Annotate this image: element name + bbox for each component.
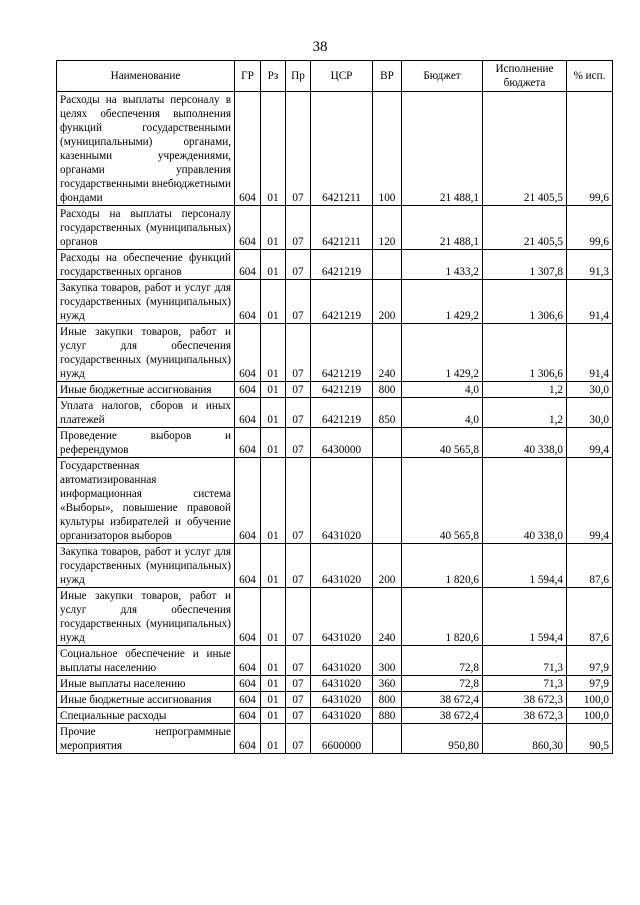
cell-pr: 07 [286,676,311,692]
cell-name: Государственная автоматизированная информационная система «Выборы», повышение правовой культуры избирателей и обучение организаторов выборов [57,458,235,544]
cell-csr: 6431020 [311,692,373,708]
cell-name: Иные закупки товаров, работ и услуг для обеспечения государственных (муниципальных) нужд [57,324,235,382]
cell-vr: 880 [373,708,402,724]
cell-csr: 6600000 [311,724,373,754]
cell-vr: 850 [373,398,402,428]
cell-csr: 6431020 [311,458,373,544]
header-gr: ГР [235,61,261,92]
header-rz: Рз [261,61,286,92]
cell-vr: 240 [373,588,402,646]
cell-percent: 99,6 [567,206,613,250]
cell-name: Иные бюджетные ассигнования [57,382,235,398]
cell-name: Расходы на выплаты персоналу в целях обеспечения выполнения функций государственными (муниципальными) органами, казенными учреждениями, органами управления государственными внебюджетными фондами [57,92,235,206]
cell-execution: 860,30 [483,724,567,754]
cell-budget: 1 429,2 [402,280,483,324]
cell-rz: 01 [261,544,286,588]
cell-vr [373,724,402,754]
table-row [57,206,613,250]
cell-rz: 01 [261,692,286,708]
cell-rz: 01 [261,588,286,646]
cell-vr: 200 [373,544,402,588]
cell-execution: 71,3 [483,646,567,676]
cell-percent: 97,9 [567,676,613,692]
cell-csr: 6431020 [311,544,373,588]
cell-gr: 604 [235,544,261,588]
table-row [57,324,613,382]
cell-csr: 6431020 [311,708,373,724]
cell-gr: 604 [235,324,261,382]
cell-budget: 38 672,4 [402,692,483,708]
table-row [57,544,613,588]
cell-name: Проведение выборов и референдумов [57,428,235,458]
cell-gr: 604 [235,692,261,708]
cell-vr: 800 [373,692,402,708]
table-row [57,250,613,280]
cell-execution: 21 405,5 [483,92,567,206]
header-percent: % исп. [567,61,613,92]
cell-vr: 800 [373,382,402,398]
cell-csr: 6431020 [311,676,373,692]
cell-percent: 30,0 [567,398,613,428]
page-number: 38 [312,39,328,55]
table-row [57,428,613,458]
cell-budget: 40 565,8 [402,458,483,544]
cell-gr: 604 [235,92,261,206]
cell-gr: 604 [235,588,261,646]
cell-name: Расходы на выплаты персоналу государственных (муниципальных) органов [57,206,235,250]
table-row [57,676,613,692]
cell-percent: 97,9 [567,646,613,676]
cell-rz: 01 [261,280,286,324]
cell-csr: 6421211 [311,206,373,250]
cell-vr: 300 [373,646,402,676]
cell-execution: 1,2 [483,398,567,428]
cell-rz: 01 [261,646,286,676]
cell-pr: 07 [286,544,311,588]
cell-vr: 360 [373,676,402,692]
cell-budget: 72,8 [402,646,483,676]
cell-name: Закупка товаров, работ и услуг для государственных (муниципальных) нужд [57,280,235,324]
cell-pr: 07 [286,588,311,646]
table-row [57,280,613,324]
cell-budget: 21 488,1 [402,92,483,206]
header-name: Наименование [57,61,235,92]
cell-gr: 604 [235,250,261,280]
cell-execution: 21 405,5 [483,206,567,250]
cell-name: Иные выплаты населению [57,676,235,692]
cell-csr: 6421219 [311,250,373,280]
cell-name: Уплата налогов, сборов и иных платежей [57,398,235,428]
cell-vr: 100 [373,92,402,206]
cell-gr: 604 [235,676,261,692]
table-row [57,692,613,708]
cell-execution: 40 338,0 [483,458,567,544]
cell-execution: 71,3 [483,676,567,692]
cell-csr: 6421219 [311,280,373,324]
cell-pr: 07 [286,250,311,280]
cell-vr [373,428,402,458]
cell-name: Закупка товаров, работ и услуг для государственных (муниципальных) нужд [57,544,235,588]
cell-csr: 6421219 [311,324,373,382]
cell-csr: 6421219 [311,398,373,428]
cell-pr: 07 [286,280,311,324]
cell-budget: 1 820,6 [402,588,483,646]
cell-gr: 604 [235,280,261,324]
cell-percent: 100,0 [567,708,613,724]
cell-percent: 91,4 [567,280,613,324]
header-budget: Бюджет [402,61,483,92]
cell-budget: 1 433,2 [402,250,483,280]
cell-name: Иные закупки товаров, работ и услуг для обеспечения государственных (муниципальных) нужд [57,588,235,646]
table-row [57,92,613,206]
cell-budget: 4,0 [402,398,483,428]
header-execution: Исполнение бюджета [483,61,567,92]
cell-rz: 01 [261,92,286,206]
cell-execution: 1 306,6 [483,280,567,324]
header-vr: ВР [373,61,402,92]
cell-execution: 1 594,4 [483,588,567,646]
cell-percent: 99,4 [567,458,613,544]
cell-budget: 21 488,1 [402,206,483,250]
cell-budget: 38 672,4 [402,708,483,724]
cell-csr: 6431020 [311,588,373,646]
cell-pr: 07 [286,708,311,724]
cell-percent: 87,6 [567,588,613,646]
cell-gr: 604 [235,206,261,250]
table-row [57,646,613,676]
budget-table [56,60,613,754]
header-csr: ЦСР [311,61,373,92]
cell-rz: 01 [261,206,286,250]
cell-pr: 07 [286,458,311,544]
cell-gr: 604 [235,458,261,544]
cell-gr: 604 [235,708,261,724]
cell-pr: 07 [286,724,311,754]
table-body [57,92,613,754]
cell-budget: 72,8 [402,676,483,692]
cell-name: Социальное обеспечение и иные выплаты населению [57,646,235,676]
cell-pr: 07 [286,646,311,676]
cell-pr: 07 [286,692,311,708]
cell-gr: 604 [235,724,261,754]
cell-rz: 01 [261,382,286,398]
cell-csr: 6421211 [311,92,373,206]
cell-budget: 1 429,2 [402,324,483,382]
cell-pr: 07 [286,382,311,398]
table-row [57,724,613,754]
cell-pr: 07 [286,398,311,428]
cell-pr: 07 [286,206,311,250]
cell-rz: 01 [261,708,286,724]
cell-budget: 40 565,8 [402,428,483,458]
cell-gr: 604 [235,646,261,676]
cell-vr [373,250,402,280]
cell-execution: 40 338,0 [483,428,567,458]
table-row [57,458,613,544]
table-row [57,382,613,398]
cell-name: Иные бюджетные ассигнования [57,692,235,708]
cell-vr [373,458,402,544]
header-pr: Пр [286,61,311,92]
cell-budget: 4,0 [402,382,483,398]
cell-rz: 01 [261,724,286,754]
table-row [57,708,613,724]
cell-percent: 91,4 [567,324,613,382]
cell-csr: 6431020 [311,646,373,676]
cell-gr: 604 [235,428,261,458]
cell-csr: 6421219 [311,382,373,398]
cell-gr: 604 [235,398,261,428]
cell-execution: 38 672,3 [483,708,567,724]
cell-vr: 120 [373,206,402,250]
cell-percent: 30,0 [567,382,613,398]
cell-name: Специальные расходы [57,708,235,724]
cell-csr: 6430000 [311,428,373,458]
cell-rz: 01 [261,324,286,382]
table-row [57,398,613,428]
cell-rz: 01 [261,428,286,458]
cell-percent: 91,3 [567,250,613,280]
cell-pr: 07 [286,92,311,206]
cell-execution: 1,2 [483,382,567,398]
cell-budget: 1 820,6 [402,544,483,588]
cell-percent: 87,6 [567,544,613,588]
cell-rz: 01 [261,458,286,544]
cell-execution: 1 594,4 [483,544,567,588]
table-row [57,588,613,646]
cell-rz: 01 [261,676,286,692]
cell-percent: 90,5 [567,724,613,754]
cell-execution: 38 672,3 [483,692,567,708]
cell-execution: 1 307,8 [483,250,567,280]
cell-execution: 1 306,6 [483,324,567,382]
cell-budget: 950,80 [402,724,483,754]
table-header-row [57,61,613,92]
cell-pr: 07 [286,428,311,458]
cell-percent: 100,0 [567,692,613,708]
cell-gr: 604 [235,382,261,398]
cell-rz: 01 [261,398,286,428]
cell-pr: 07 [286,324,311,382]
cell-percent: 99,4 [567,428,613,458]
cell-name: Прочие непрограммные мероприятия [57,724,235,754]
cell-vr: 200 [373,280,402,324]
cell-name: Расходы на обеспечение функций государственных органов [57,250,235,280]
cell-rz: 01 [261,250,286,280]
cell-vr: 240 [373,324,402,382]
cell-percent: 99,6 [567,92,613,206]
